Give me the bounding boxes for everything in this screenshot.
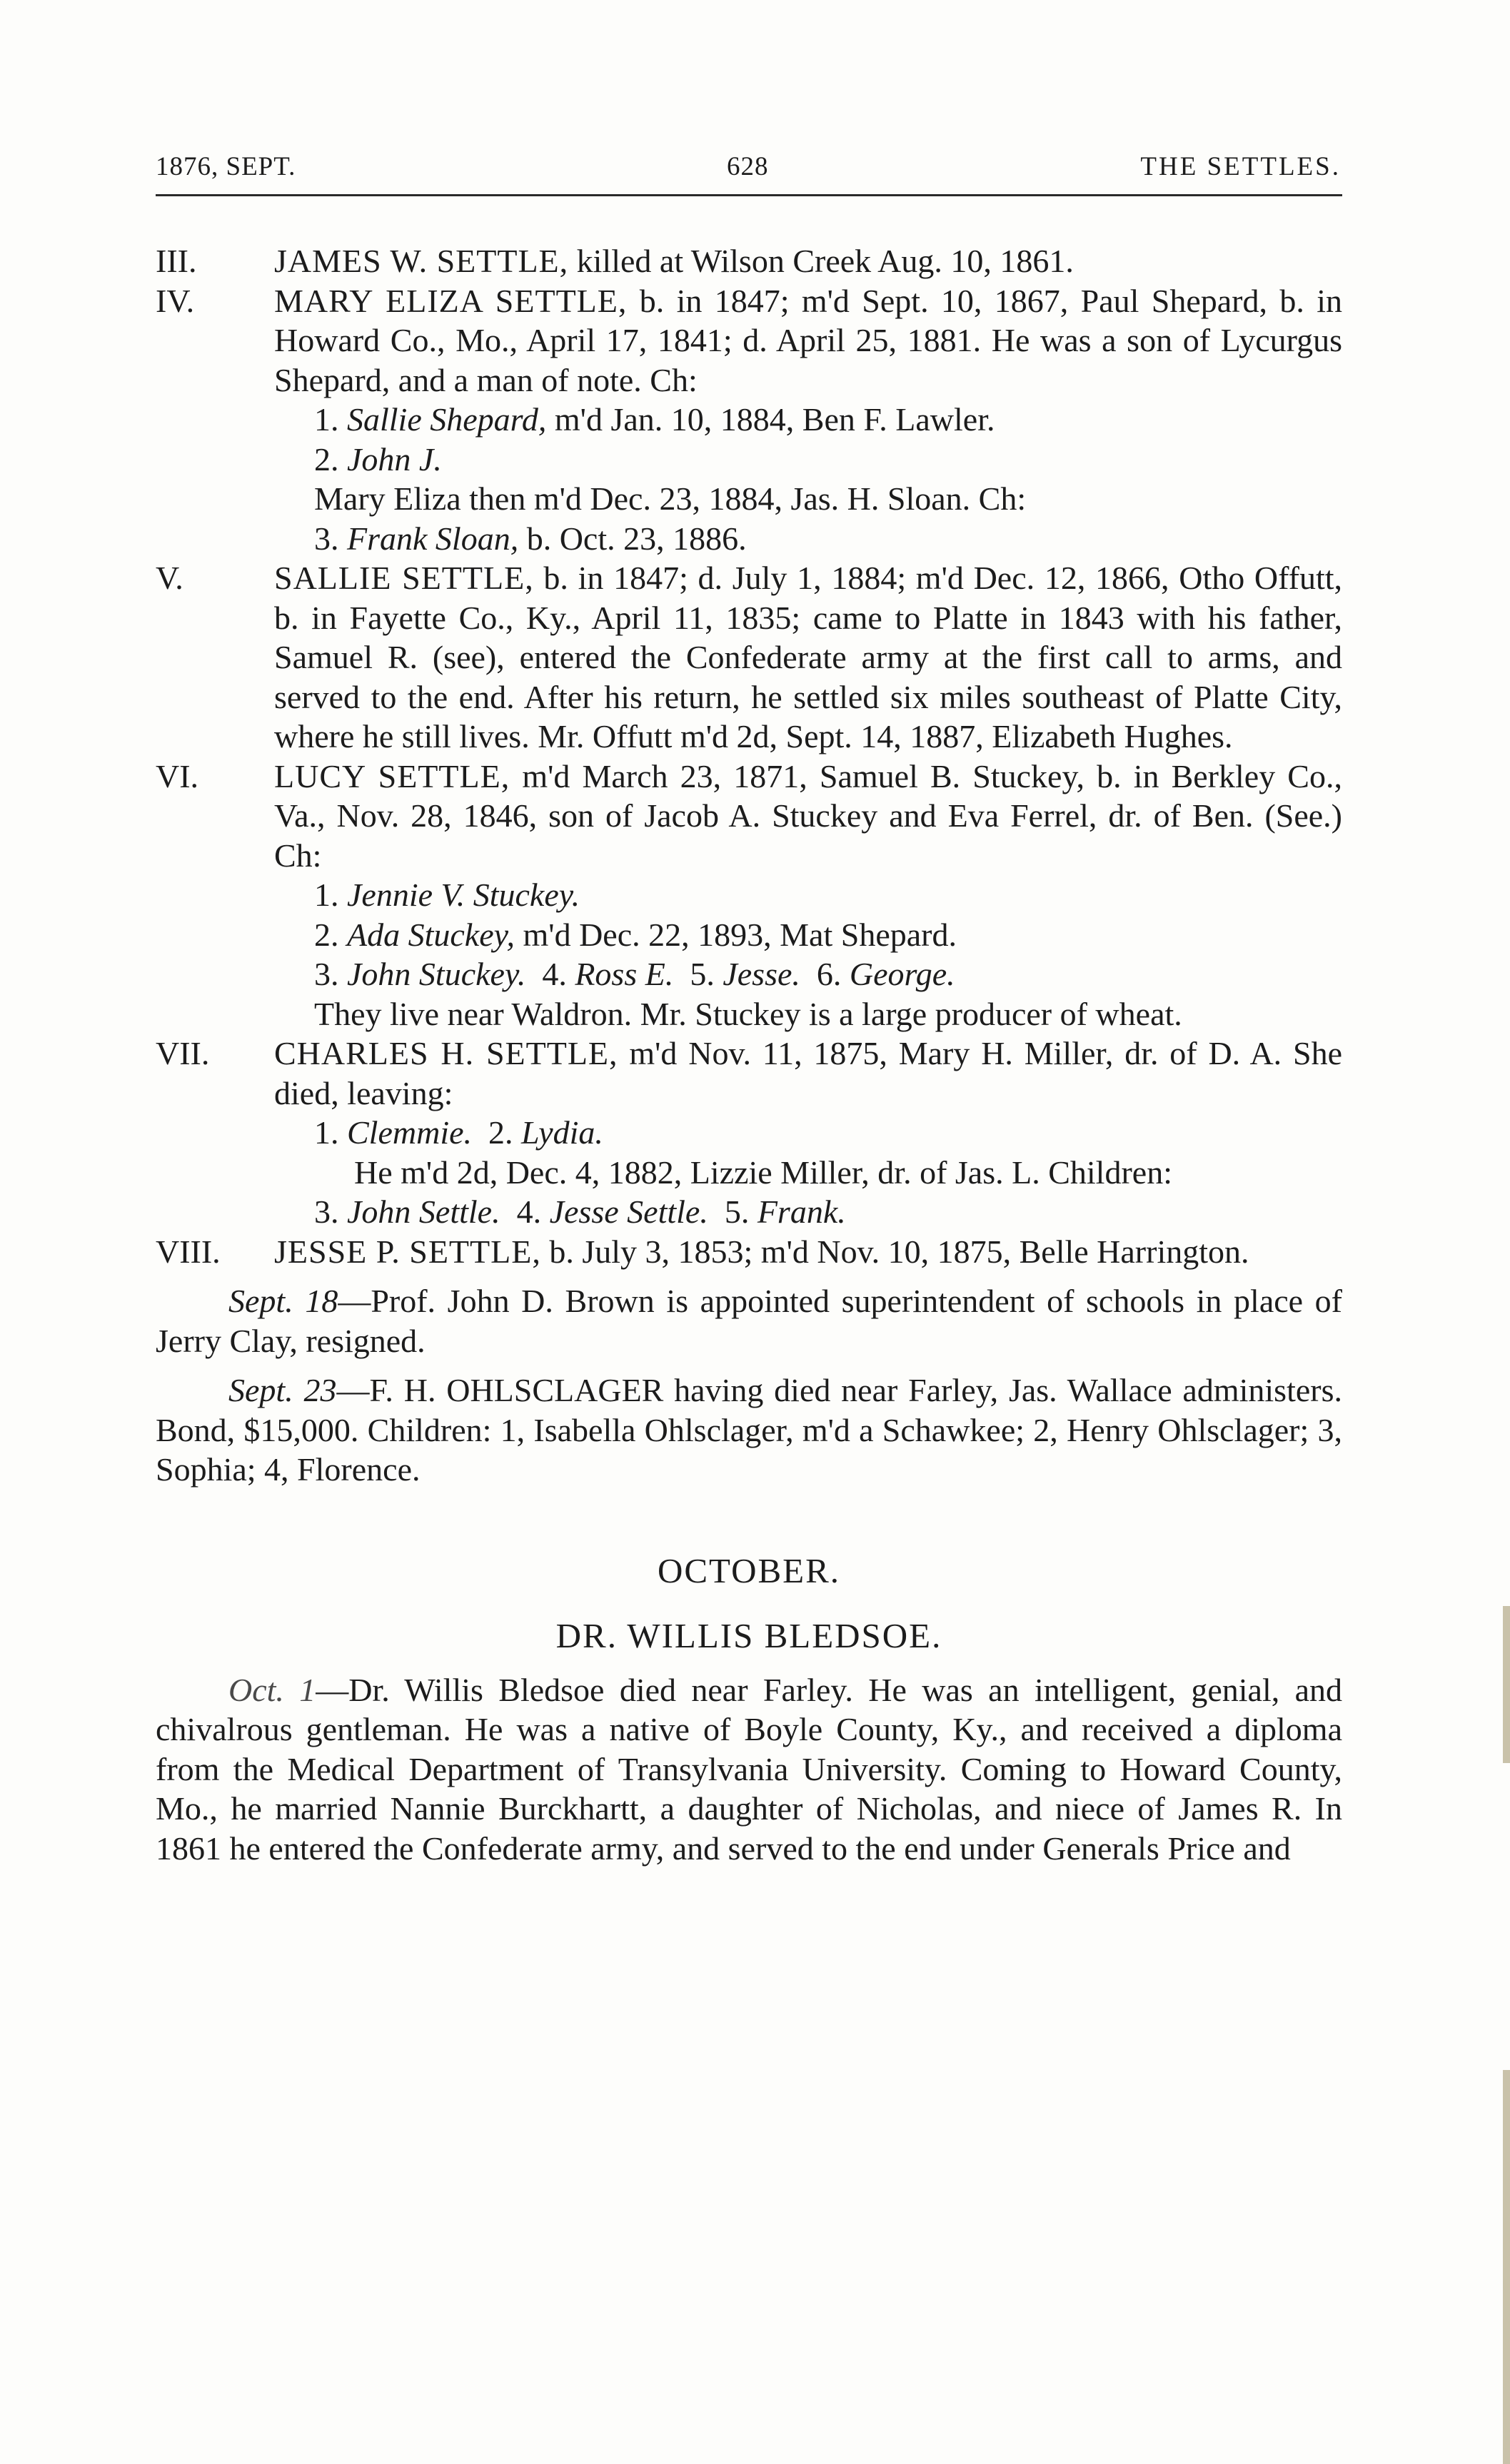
child-number: 2. xyxy=(314,916,339,953)
entry-charles xyxy=(156,1034,1342,1113)
entry-numeral: VI. xyxy=(156,757,199,794)
entry-name: JAMES W. SETTLE, xyxy=(274,243,569,279)
child-number: 2. xyxy=(314,440,339,478)
child-line xyxy=(156,400,1342,440)
child-name: Frank. xyxy=(757,1193,846,1230)
child-number: 3. xyxy=(314,520,339,557)
child-line xyxy=(156,519,1342,559)
child-name: Sallie Shepard, xyxy=(347,401,547,438)
child-number: 3. xyxy=(314,956,339,992)
lucy-note: They live near Waldron. Mr. Stuckey is a large producer of wheat. xyxy=(314,995,1182,1032)
child-line xyxy=(156,915,1342,955)
child-number: 4. xyxy=(542,956,567,992)
news-date: Sept. 23 xyxy=(228,1372,337,1408)
child-name: John Stuckey. xyxy=(347,956,526,992)
remarriage-line: Mary Eliza then m'd Dec. 23, 1884, Jas. H. Sloan. Ch: xyxy=(314,480,1027,517)
child-text: b. Oct. 23, 1886. xyxy=(518,520,747,557)
child-name: Jesse. xyxy=(723,956,800,992)
child-number: 3. xyxy=(314,1193,339,1230)
child-line xyxy=(156,954,1342,994)
entry-numeral: IV. xyxy=(156,282,195,319)
entry-lucy xyxy=(156,757,1342,876)
spacer xyxy=(156,1656,1342,1670)
child-number: 1. xyxy=(314,877,339,913)
header-rule xyxy=(156,194,1342,196)
child-number: 6. xyxy=(816,956,842,992)
child-name: John Settle. xyxy=(347,1193,500,1230)
child-line xyxy=(156,1192,1342,1232)
news-date: Oct. 1 xyxy=(228,1671,316,1708)
child-number: 4. xyxy=(516,1193,542,1230)
child-name: Ross E. xyxy=(575,956,674,992)
page-edge-shadow xyxy=(1503,1606,1510,1763)
entry-name: LUCY SETTLE, xyxy=(274,757,510,794)
child-line xyxy=(156,875,1342,915)
entry-sallie xyxy=(156,558,1342,757)
entry-jesse xyxy=(156,1232,1342,1272)
entry-name: CHARLES H. SETTLE, xyxy=(274,1035,618,1071)
entry-name: SALLIE SETTLE, xyxy=(274,560,534,596)
child-number: 2. xyxy=(488,1114,513,1151)
entry-name: JESSE P. SETTLE, xyxy=(274,1233,541,1270)
child-name: Jennie V. Stuckey. xyxy=(347,877,580,913)
child-name: Jesse Settle. xyxy=(549,1193,708,1230)
entry-numeral: V. xyxy=(156,560,183,596)
entry-numeral: VIII. xyxy=(156,1233,221,1270)
section-subheading: DR. WILLIS BLEDSOE. xyxy=(555,1616,942,1655)
child-number: 5. xyxy=(690,956,715,992)
news-date: Sept. 18 xyxy=(228,1283,338,1319)
child-number: 1. xyxy=(314,1114,339,1151)
entry-numeral: III. xyxy=(156,243,197,279)
page-edge-shadow xyxy=(1503,2070,1510,2464)
news-text: —Dr. Willis Bledsoe died near Farley. He was an intelligent, genial, and chivalrous gentleman. He was a native of Boyle County, Ky., and received a diploma from the Medical Department of Transylvania University. Coming to Howard County, Mo., he married Nannie Burckhartt, a daughter of Nicholas, and niece of James R. In 1861 he entered the Confederate army, and served to the end under Generals Price and xyxy=(156,1671,1342,1867)
entry-text: m'd Nov. 11, 1875, Mary H. Miller, dr. of D. A. She died, leaving: xyxy=(274,1035,1342,1111)
child-name: John J. xyxy=(347,440,442,478)
header-title: THE SETTLES. xyxy=(1140,152,1341,181)
news-item-sept-18 xyxy=(156,1281,1342,1360)
child-text: m'd Jan. 10, 1884, Ben F. Lawler. xyxy=(546,401,995,438)
page-body xyxy=(156,241,1342,1868)
header-year-month: 1876, SEPT. xyxy=(156,152,296,181)
entry-text: m'd March 23, 1871, Samuel B. Stuckey, b. in Berkley Co., Va., Nov. 28, 1846, son of Jacob A. Stuckey and Eva Ferrel, dr. of Ben. (See.) Ch: xyxy=(274,757,1342,874)
child-number: 5. xyxy=(724,1193,750,1230)
child-number: 1. xyxy=(314,401,339,438)
child-line xyxy=(156,440,1342,480)
child-name: George. xyxy=(849,956,955,992)
child-name: Clemmie. xyxy=(347,1114,473,1151)
news-item-oct-1 xyxy=(156,1670,1342,1869)
entry-text: b. July 3, 1853; m'd Nov. 10, 1875, Belle Harrington. xyxy=(540,1233,1249,1270)
child-line xyxy=(156,1113,1342,1153)
entry-james xyxy=(156,241,1342,281)
entry-text: killed at Wilson Creek Aug. 10, 1861. xyxy=(568,243,1074,279)
spacer xyxy=(156,1360,1342,1370)
running-header xyxy=(156,151,1341,191)
entry-text: b. in 1847; d. July 1, 1884; m'd Dec. 12, 1866, Otho Offutt, b. in Fayette Co., Ky., April 11, 1835; came to Platte in 1843 with his father, Samuel R. (see), entered the Confederate army at the first call to arms, and served to the end. After his return, he settled six miles southeast of Platte City, where he still lives. Mr. Offutt m'd 2d, Sept. 14, 1887, Elizabeth Hughes. xyxy=(274,560,1343,754)
entry-name: MARY ELIZA SETTLE, xyxy=(274,282,628,319)
news-item-sept-23 xyxy=(156,1370,1342,1490)
news-text: —Prof. John D. Brown is appointed superintendent of schools in place of Jerry Clay, resigned. xyxy=(156,1283,1342,1359)
spacer xyxy=(156,1490,1342,1551)
spacer xyxy=(156,1271,1342,1281)
page-number: 628 xyxy=(727,152,769,181)
remarriage-line: He m'd 2d, Dec. 4, 1882, Lizzie Miller, dr. of Jas. L. Children: xyxy=(354,1153,1172,1191)
child-name: Lydia. xyxy=(521,1114,603,1151)
entry-mary-eliza xyxy=(156,281,1342,400)
entry-numeral: VII. xyxy=(156,1035,210,1071)
child-text: m'd Dec. 22, 1893, Mat Shepard. xyxy=(515,916,957,953)
spacer xyxy=(156,1590,1342,1616)
entry-text: b. in 1847; m'd Sept. 10, 1867, Paul Shepard, b. in Howard Co., Mo., April 17, 1841; d. April 25, 1881. He was a son of Lycurgus Shepard, and a man of note. Ch: xyxy=(274,282,1342,398)
child-name: Frank Sloan, xyxy=(347,520,519,557)
section-heading: OCTOBER. xyxy=(657,1550,841,1590)
child-name: Ada Stuckey, xyxy=(347,916,515,953)
news-text: —F. H. OHLSCLAGER having died near Farley, Jas. Wallace administers. Bond, $15,000. Children: 1, Isabella Ohlsclager, m'd a Schawkee; 2, Henry Ohlsclager; 3, Sophia; 4, Florence. xyxy=(156,1372,1342,1488)
